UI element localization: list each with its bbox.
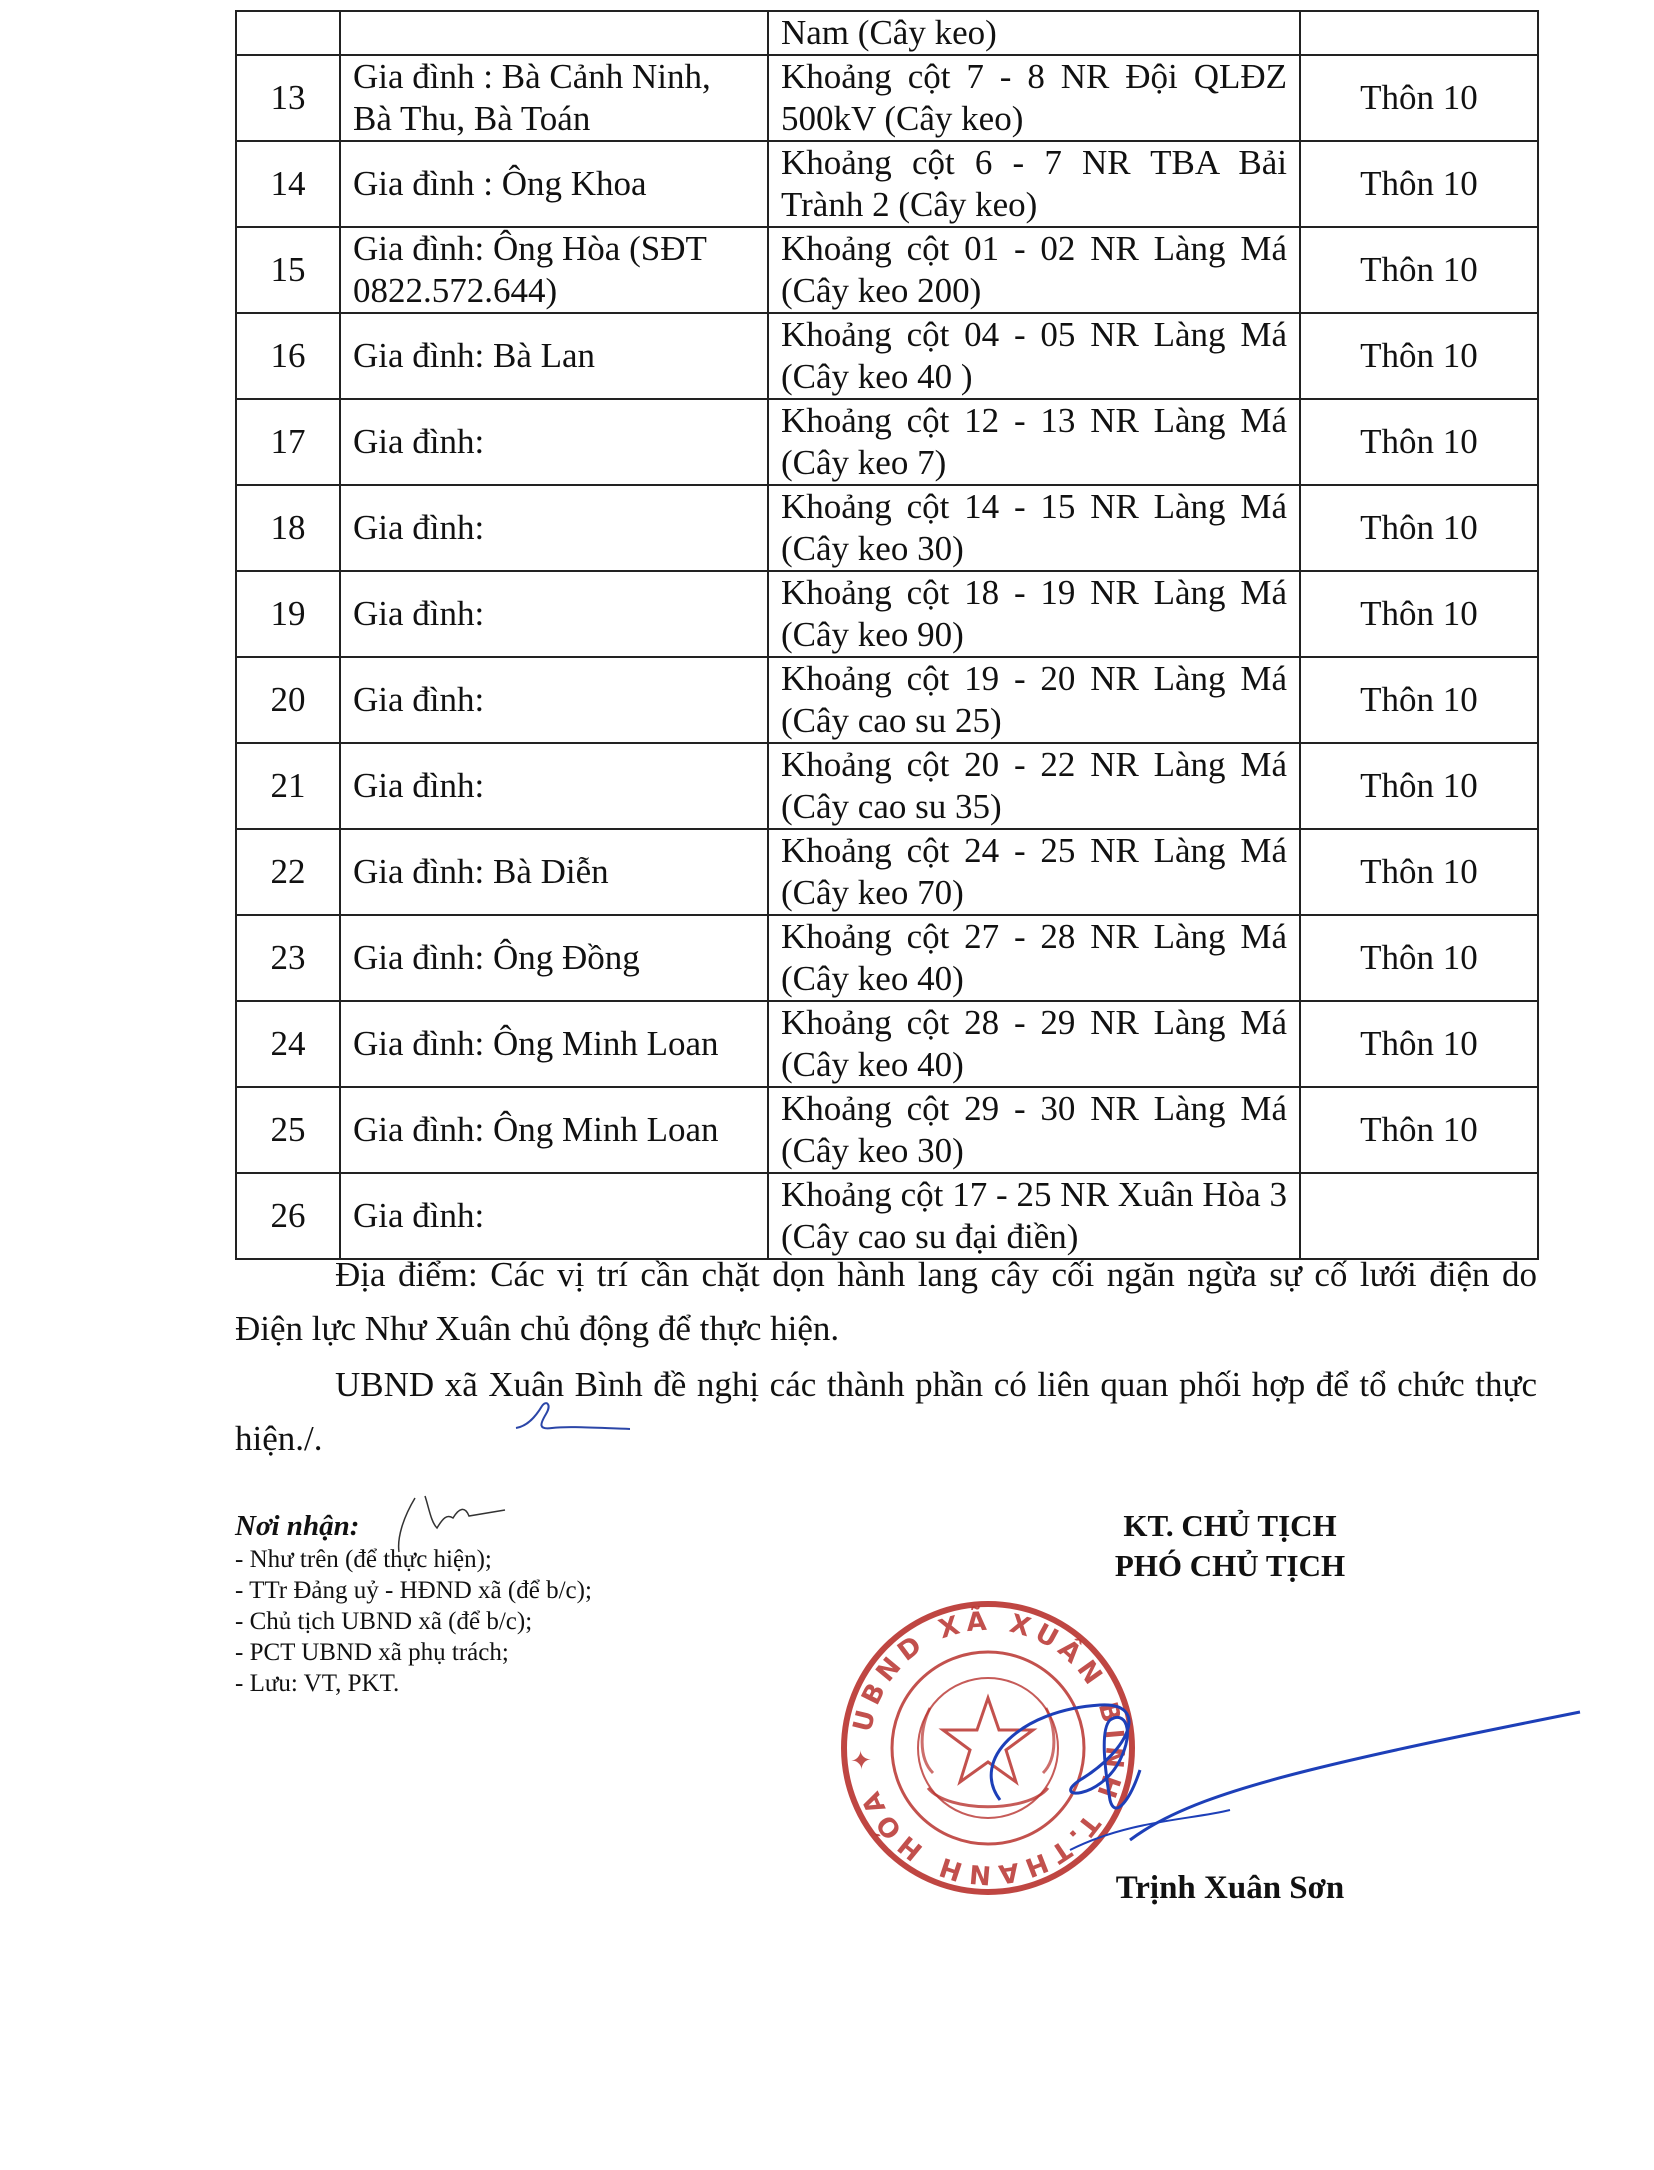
family-cell bbox=[340, 11, 768, 55]
row-number: 21 bbox=[236, 743, 340, 829]
family-cell: Gia đình: Ông Đồng bbox=[340, 915, 768, 1001]
village-cell: Thôn 10 bbox=[1300, 743, 1538, 829]
table-row bbox=[236, 485, 1538, 571]
recipients-block bbox=[235, 1508, 795, 1699]
table-row bbox=[236, 657, 1538, 743]
row-number bbox=[236, 11, 340, 55]
row-number: 20 bbox=[236, 657, 340, 743]
table-row bbox=[236, 571, 1538, 657]
location-cell: Khoảng cột 04 - 05 NR Làng Má (Cây keo 40 ) bbox=[768, 313, 1300, 399]
row-number: 25 bbox=[236, 1087, 340, 1173]
village-cell: Thôn 10 bbox=[1300, 141, 1538, 227]
table-row bbox=[236, 55, 1538, 141]
recipient-item: - PCT UBND xã phụ trách; bbox=[235, 1639, 509, 1666]
table-row bbox=[236, 1087, 1538, 1173]
table-row bbox=[236, 11, 1538, 55]
location-cell: Khoảng cột 7 - 8 NR Đội QLĐZ 500kV (Cây keo) bbox=[768, 55, 1300, 141]
initial-scribble bbox=[508, 1398, 638, 1438]
signature-icon bbox=[930, 1650, 1590, 1890]
family-cell: Gia đình: bbox=[340, 1173, 768, 1259]
village-cell: Thôn 10 bbox=[1300, 1001, 1538, 1087]
table-row bbox=[236, 313, 1538, 399]
row-number: 19 bbox=[236, 571, 340, 657]
family-cell: Gia đình: Ông Hòa (SĐT 0822.572.644) bbox=[340, 227, 768, 313]
table-row bbox=[236, 399, 1538, 485]
recipients-list bbox=[235, 1544, 795, 1699]
village-cell: Thôn 10 bbox=[1300, 485, 1538, 571]
location-cell: Khoảng cột 12 - 13 NR Làng Má (Cây keo 7) bbox=[768, 399, 1300, 485]
village-cell bbox=[1300, 11, 1538, 55]
table-row bbox=[236, 1173, 1538, 1259]
location-cell: Khoảng cột 29 - 30 NR Làng Má (Cây keo 30) bbox=[768, 1087, 1300, 1173]
location-cell: Khoảng cột 18 - 19 NR Làng Má (Cây keo 90) bbox=[768, 571, 1300, 657]
village-cell: Thôn 10 bbox=[1300, 399, 1538, 485]
location-cell: Khoảng cột 01 - 02 NR Làng Má (Cây keo 200) bbox=[768, 227, 1300, 313]
village-cell: Thôn 10 bbox=[1300, 829, 1538, 915]
village-cell: Thôn 10 bbox=[1300, 227, 1538, 313]
family-cell: Gia đình : Bà Cảnh Ninh, Bà Thu, Bà Toán bbox=[340, 55, 768, 141]
family-cell: Gia đình: bbox=[340, 657, 768, 743]
table-row bbox=[236, 915, 1538, 1001]
village-cell: Thôn 10 bbox=[1300, 1087, 1538, 1173]
row-number: 26 bbox=[236, 1173, 340, 1259]
location-cell: Khoảng cột 6 - 7 NR TBA Bải Trành 2 (Cây keo) bbox=[768, 141, 1300, 227]
recipients-heading: Nơi nhận: bbox=[235, 1510, 360, 1542]
location-cell: Khoảng cột 17 - 25 NR Xuân Hòa 3 (Cây cao su đại điền) bbox=[768, 1173, 1300, 1259]
signature-line-1: KT. CHỦ TỊCH bbox=[1123, 1508, 1337, 1543]
table-row bbox=[236, 829, 1538, 915]
table-row bbox=[236, 743, 1538, 829]
table-row bbox=[236, 141, 1538, 227]
location-cell: Khoảng cột 20 - 22 NR Làng Má (Cây cao su 35) bbox=[768, 743, 1300, 829]
family-cell: Gia đình: bbox=[340, 743, 768, 829]
table-row bbox=[236, 1001, 1538, 1087]
household-table bbox=[235, 10, 1539, 1260]
family-cell: Gia đình: bbox=[340, 485, 768, 571]
location-cell: Khoảng cột 14 - 15 NR Làng Má (Cây keo 30) bbox=[768, 485, 1300, 571]
row-number: 14 bbox=[236, 141, 340, 227]
family-cell: Gia đình: Bà Lan bbox=[340, 313, 768, 399]
request-paragraph: UBND xã Xuân Bình đề nghị các thành phần có liên quan phối hợp để tổ chức thực hiện./. bbox=[235, 1365, 1537, 1458]
location-note-paragraph: Địa điểm: Các vị trí cần chặt dọn hành lang cây cối ngăn ngừa sự cố lưới điện do Điện lực Như Xuân chủ động để thực hiện. bbox=[235, 1255, 1537, 1348]
recipients-scribble bbox=[385, 1488, 515, 1558]
row-number: 18 bbox=[236, 485, 340, 571]
family-cell: Gia đình: Ông Minh Loan bbox=[340, 1087, 768, 1173]
village-cell: Thôn 10 bbox=[1300, 915, 1538, 1001]
village-cell bbox=[1300, 1173, 1538, 1259]
table-row bbox=[236, 227, 1538, 313]
recipient-item: - Lưu: VT, PKT. bbox=[235, 1670, 400, 1697]
family-cell: Gia đình: Bà Diễn bbox=[340, 829, 768, 915]
family-cell: Gia đình: bbox=[340, 399, 768, 485]
row-number: 15 bbox=[236, 227, 340, 313]
location-cell: Khoảng cột 24 - 25 NR Làng Má (Cây keo 70) bbox=[768, 829, 1300, 915]
row-number: 13 bbox=[236, 55, 340, 141]
family-cell: Gia đình: Ông Minh Loan bbox=[340, 1001, 768, 1087]
village-cell: Thôn 10 bbox=[1300, 55, 1538, 141]
signature-title bbox=[1000, 1506, 1460, 1586]
row-number: 22 bbox=[236, 829, 340, 915]
location-cell: Khoảng cột 19 - 20 NR Làng Má (Cây cao su 25) bbox=[768, 657, 1300, 743]
village-cell: Thôn 10 bbox=[1300, 313, 1538, 399]
location-cell: Khoảng cột 28 - 29 NR Làng Má (Cây keo 40) bbox=[768, 1001, 1300, 1087]
location-cell: Khoảng cột 27 - 28 NR Làng Má (Cây keo 40) bbox=[768, 915, 1300, 1001]
signature-line-2: PHÓ CHỦ TỊCH bbox=[1114, 1548, 1346, 1583]
village-cell: Thôn 10 bbox=[1300, 571, 1538, 657]
village-cell: Thôn 10 bbox=[1300, 657, 1538, 743]
recipient-item: - Như trên (để thực hiện); bbox=[235, 1546, 492, 1573]
signer-name: Trịnh Xuân Sơn bbox=[1115, 1870, 1345, 1906]
family-cell: Gia đình: bbox=[340, 571, 768, 657]
family-cell: Gia đình : Ông Khoa bbox=[340, 141, 768, 227]
location-cell: Nam (Cây keo) bbox=[768, 11, 1300, 55]
svg-text:UBND XÃ XUÂN BÌNH T.THANH HÓA: UBND XÃ XUÂN BÌNH T.THANH HÓA ✦ bbox=[846, 1606, 1130, 1890]
row-number: 17 bbox=[236, 399, 340, 485]
row-number: 24 bbox=[236, 1001, 340, 1087]
row-number: 16 bbox=[236, 313, 340, 399]
row-number: 23 bbox=[236, 915, 340, 1001]
recipient-item: - TTr Đảng uỷ - HĐND xã (để b/c); bbox=[235, 1577, 592, 1604]
recipient-item: - Chủ tịch UBND xã (để b/c); bbox=[235, 1608, 533, 1635]
